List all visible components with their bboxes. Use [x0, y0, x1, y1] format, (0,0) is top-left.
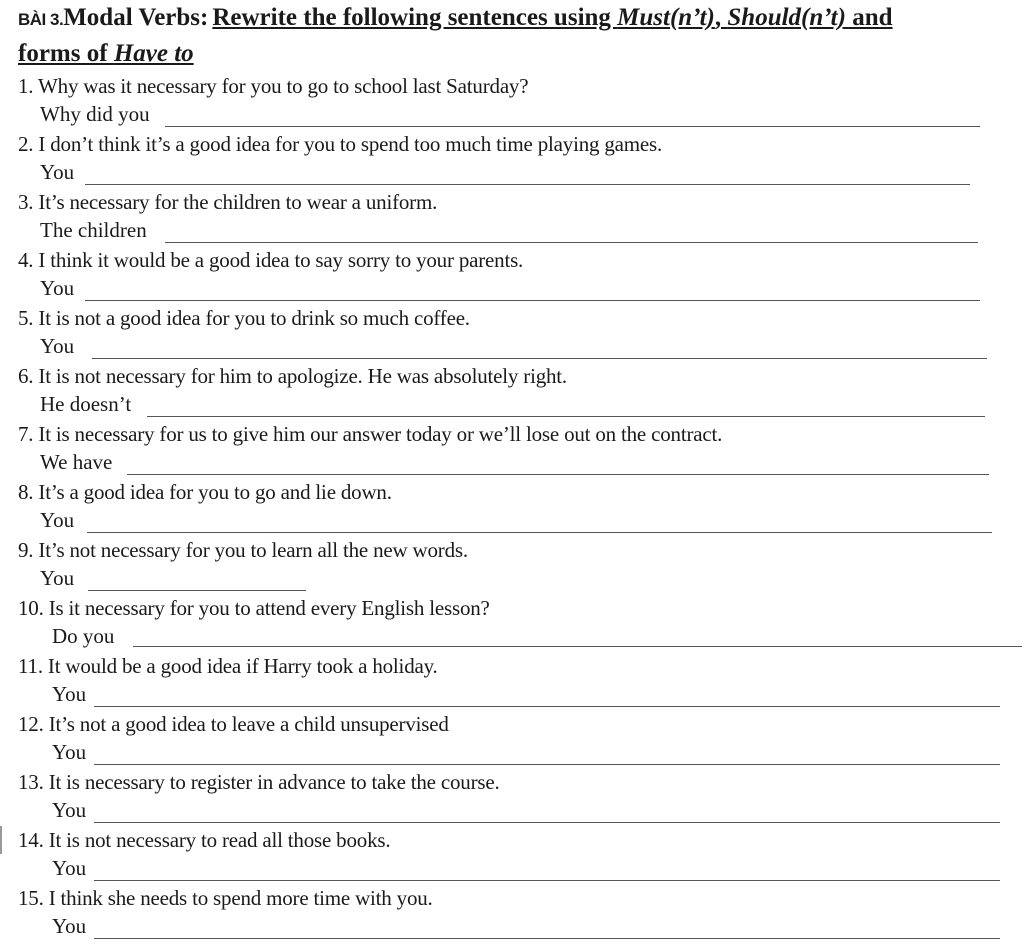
answer-line-13[interactable] — [94, 822, 1000, 823]
exercise-instruction — [212, 4, 892, 31]
answer-line-3[interactable] — [165, 242, 978, 243]
question-11: 11. It would be a good idea if Harry took a holiday. — [18, 654, 438, 678]
answer-prompt-15: You — [52, 914, 87, 938]
scan-edge-mark — [0, 826, 2, 854]
question-15: 15. I think she needs to spend more time with you. — [18, 886, 433, 910]
question-12: 12. It’s not a good idea to leave a child unsupervised — [18, 712, 449, 736]
answer-prompt-13: You — [52, 798, 87, 822]
question-10: 10. Is it necessary for you to attend every English lesson? — [18, 596, 490, 620]
answer-line-4[interactable] — [85, 300, 980, 301]
question-3: 3. It’s necessary for the children to wear a uniform. — [18, 190, 438, 214]
question-5: 5. It is not a good idea for you to drink so much coffee. — [18, 306, 470, 330]
answer-line-14[interactable] — [94, 880, 1000, 881]
modal-must: Must(n’t) — [617, 4, 715, 31]
question-7: 7. It is necessary for us to give him our answer today or we’ll lose out on the contract. — [18, 422, 723, 446]
answer-line-15[interactable] — [94, 938, 1000, 939]
answer-prompt-10: Do you — [52, 624, 115, 648]
answer-prompt-7: We have — [40, 450, 113, 474]
answer-prompt-3: The children — [40, 218, 147, 242]
answer-prompt-1: Why did you — [40, 102, 150, 126]
question-2: 2. I don’t think it’s a good idea for you to spend too much time playing games. — [18, 132, 663, 156]
instruction-conjunction: and — [845, 4, 893, 31]
question-8: 8. It’s a good idea for you to go and lie down. — [18, 480, 392, 504]
instruction-text-2: forms of — [18, 40, 114, 67]
question-4: 4. I think it would be a good idea to say sorry to your parents. — [18, 248, 524, 272]
answer-line-8[interactable] — [87, 532, 992, 533]
exercise-title: Modal Verbs: — [63, 4, 209, 31]
answer-prompt-9: You — [40, 566, 75, 590]
exercise-header — [18, 4, 893, 32]
answer-line-7[interactable] — [127, 474, 989, 475]
answer-prompt-5: You — [40, 334, 75, 358]
question-14: 14. It is not necessary to read all those books. — [18, 828, 391, 852]
answer-line-6[interactable] — [147, 416, 985, 417]
exercise-label: BÀI 3. — [18, 10, 64, 29]
modal-have-to: Have to — [113, 40, 194, 67]
answer-prompt-12: You — [52, 740, 87, 764]
answer-line-10[interactable] — [133, 646, 1022, 647]
answer-prompt-4: You — [40, 276, 75, 300]
exercise-instruction-line2 — [18, 40, 194, 68]
answer-prompt-6: He doesn’t — [40, 392, 132, 416]
modal-should: Should(n’t) — [727, 4, 846, 31]
question-13: 13. It is necessary to register in advance to take the course. — [18, 770, 500, 794]
question-1: 1. Why was it necessary for you to go to school last Saturday? — [18, 74, 529, 98]
answer-prompt-14: You — [52, 856, 87, 880]
answer-line-12[interactable] — [94, 764, 1000, 765]
answer-line-9[interactable] — [88, 590, 306, 591]
question-9: 9. It’s not necessary for you to learn all the new words. — [18, 538, 468, 562]
answer-prompt-11: You — [52, 682, 87, 706]
answer-line-11[interactable] — [94, 706, 1000, 707]
instruction-text: Rewrite the following sentences using — [212, 4, 618, 31]
answer-line-2[interactable] — [85, 184, 970, 185]
question-6: 6. It is not necessary for him to apologize. He was absolutely right. — [18, 364, 567, 388]
instruction-separator: , — [714, 4, 728, 31]
answer-prompt-8: You — [40, 508, 75, 532]
answer-line-1[interactable] — [165, 126, 980, 127]
answer-prompt-2: You — [40, 160, 75, 184]
answer-line-5[interactable] — [92, 358, 987, 359]
